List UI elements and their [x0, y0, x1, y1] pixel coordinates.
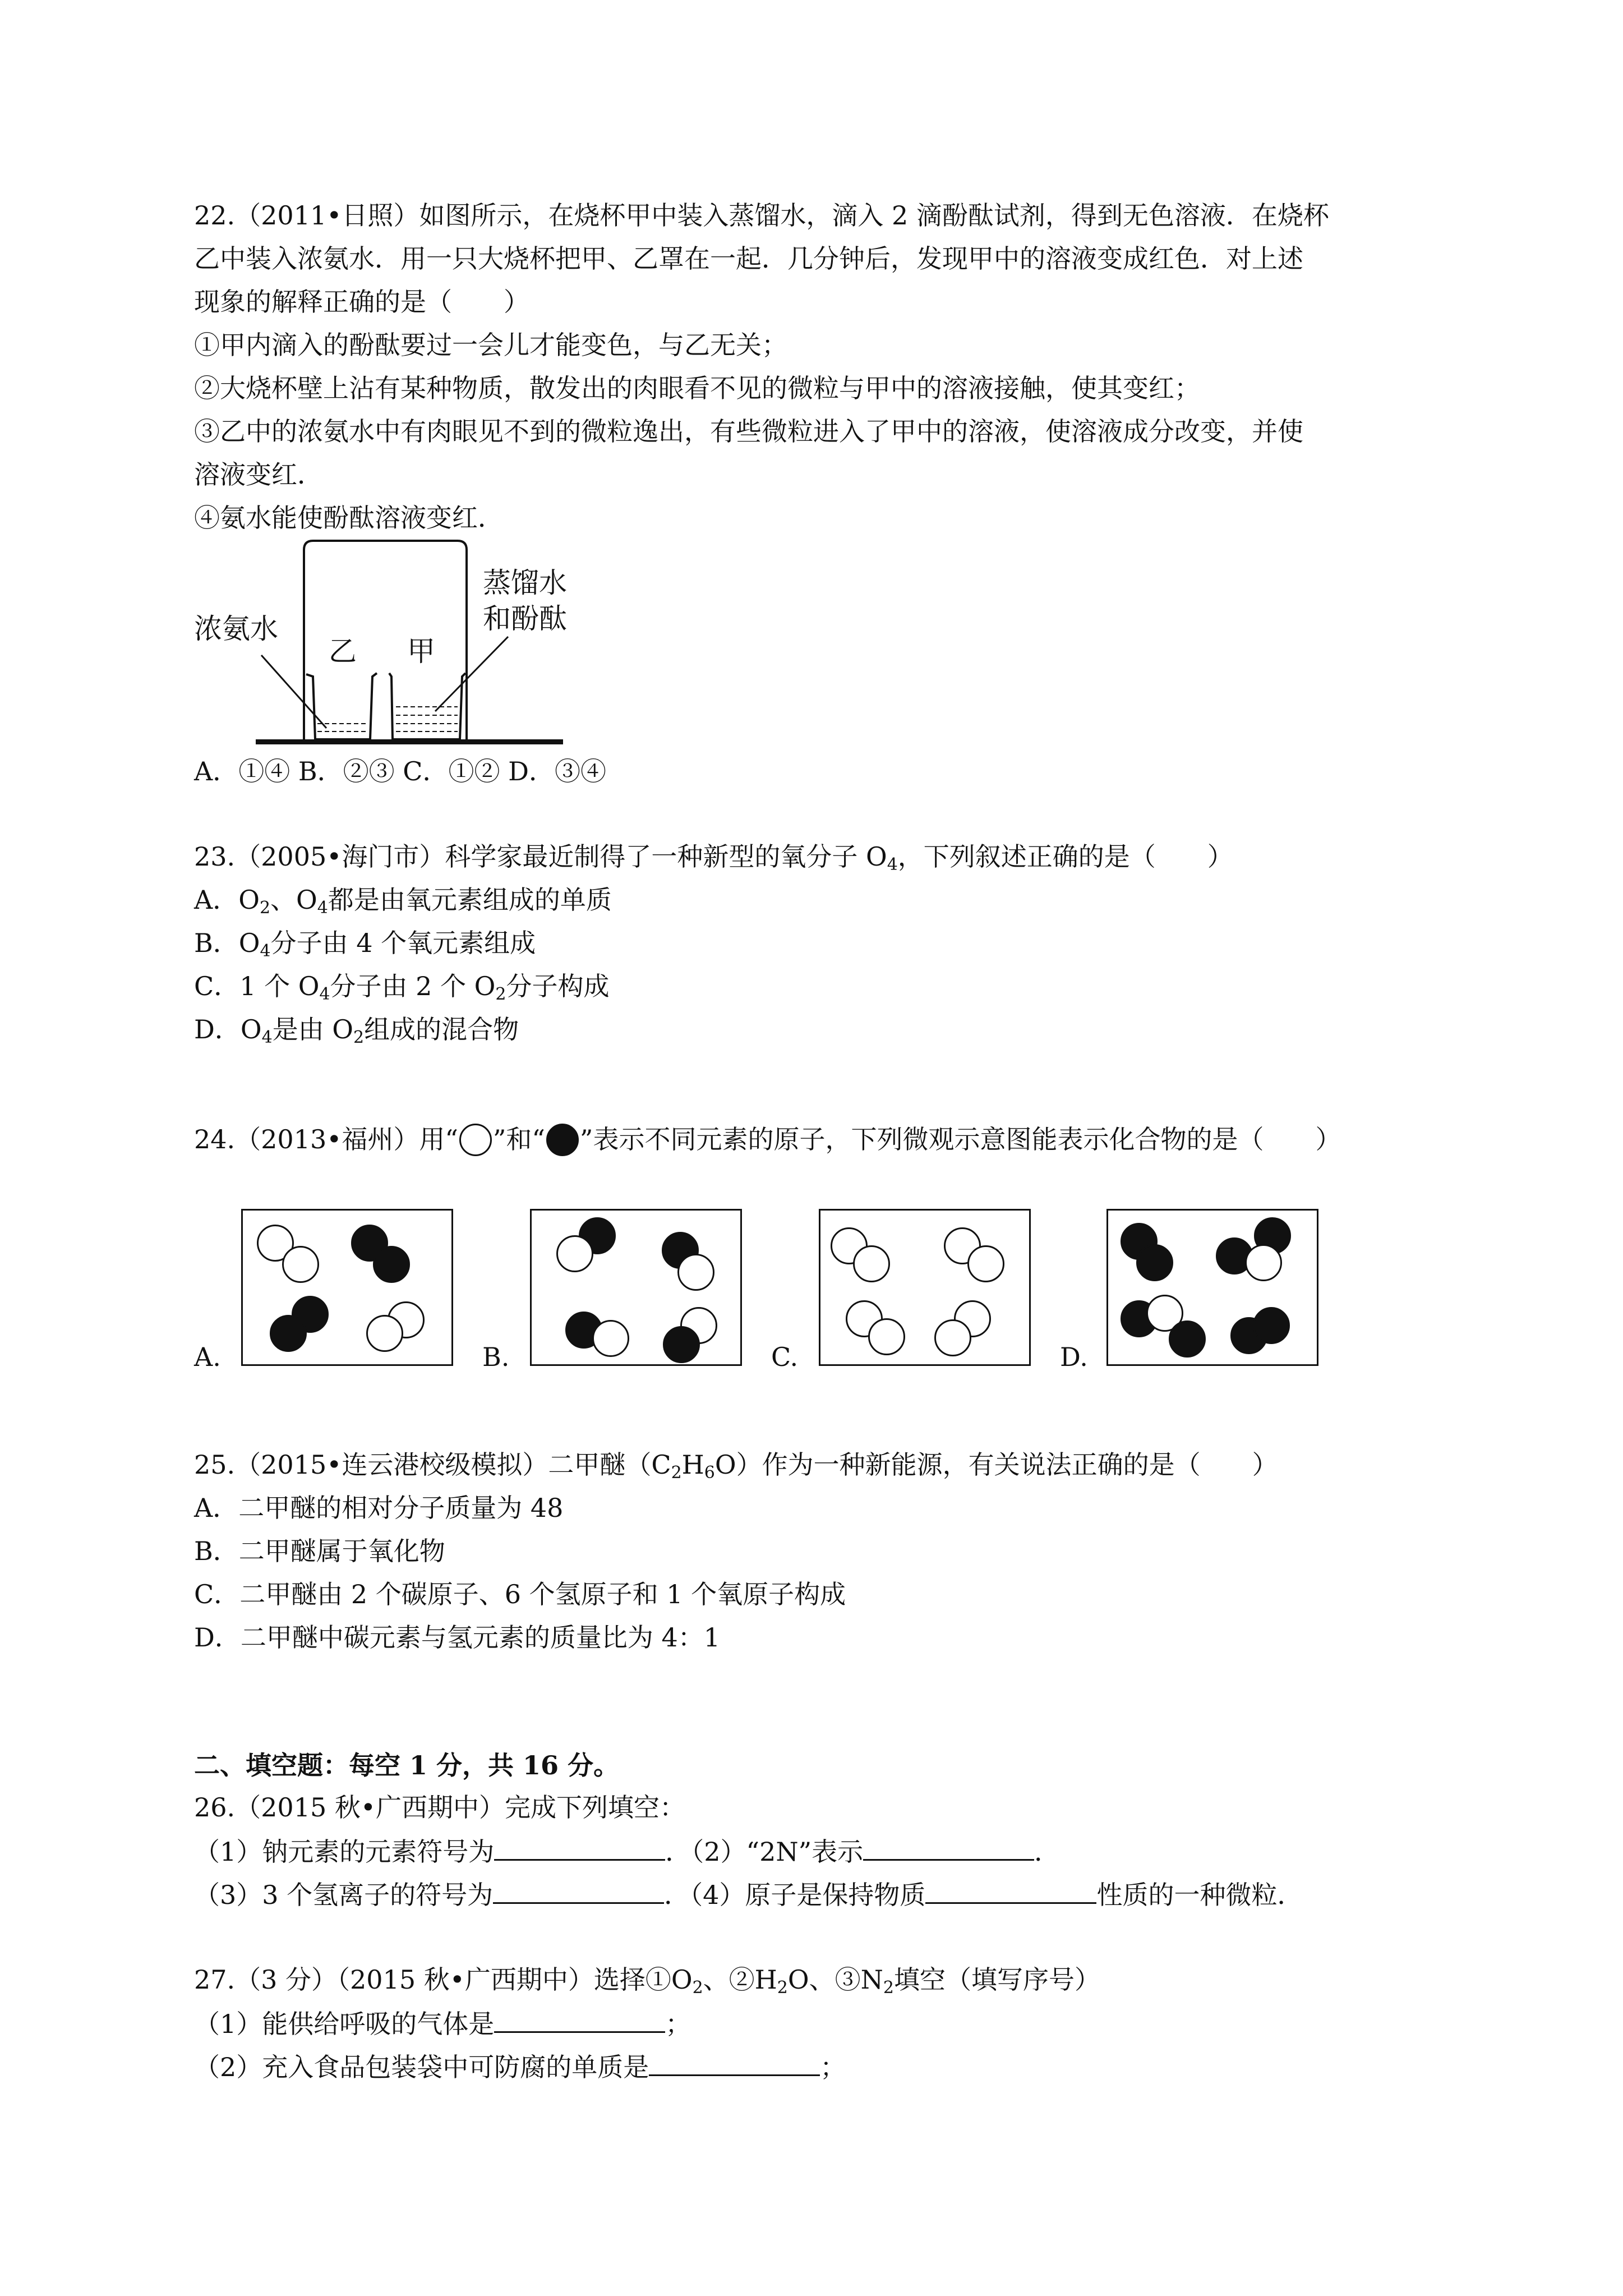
- answer-blank[interactable]: [649, 2050, 820, 2076]
- white-atom: [677, 1254, 714, 1291]
- q24-option-a-label: A.: [194, 1342, 221, 1372]
- white-atom: [967, 1245, 1004, 1282]
- q25-option-d: D．二甲醚中碳元素与氢元素的质量比为 4：1: [194, 1622, 721, 1653]
- q24-option-c-diagram: [819, 1209, 1031, 1366]
- white-atom: [853, 1245, 890, 1282]
- q27-stem: 27.（3 分）（2015 秋•广西期中）选择$①O_2$、$②H_2O$、$③N_2$填空（填写序号）: [194, 1964, 1100, 1998]
- section-2-heading: 二、填空题：每空 1 分，共 16 分。: [194, 1750, 620, 1780]
- q22-statement-2: ②大烧杯壁上沾有某种物质，散发出的肉眼看不见的微粒与甲中的溶液接触，使其变红；: [194, 373, 1200, 403]
- answer-blank[interactable]: [494, 1834, 665, 1861]
- q22-line-2: 乙中装入浓氨水．用一只大烧杯把甲、乙罩在一起．几分钟后，发现甲中的溶液变成红色．对上述: [194, 243, 1303, 274]
- label-distilled-water: 蒸馏水: [483, 567, 567, 599]
- q24-option-b-label: B.: [482, 1342, 510, 1372]
- q24-option-c-label: C.: [771, 1342, 799, 1372]
- black-atom: [270, 1315, 307, 1352]
- black-atom-icon: [546, 1124, 579, 1156]
- q25-stem: 25.（2015•连云港校级模拟）二甲醚$(C_2H_6O)$作为一种新能源，有关说法正确的是（ ）: [194, 1450, 1278, 1483]
- q24-stem: 24.（2013•福州）用“ ”和“ ”表示不同元素的原子，下列微观示意图能表示化合物的是（ ）: [194, 1123, 1341, 1156]
- answer-blank[interactable]: [925, 1878, 1096, 1904]
- q22-line-3: 现象的解释正确的是（ ）: [194, 287, 529, 317]
- q23-option-c: C．1 个 $O_4$分子由 2 个 $O_2$分子构成: [194, 971, 610, 1004]
- black-atom: [663, 1326, 700, 1363]
- q26-parts-3-4: （3）3 个氢离子的符号为 ．（4）原子是保持物质 性质的一种微粒．: [194, 1878, 1303, 1910]
- white-atom: [1245, 1244, 1282, 1281]
- answer-blank[interactable]: [863, 1834, 1034, 1861]
- q23-option-a: A．$O_2$、$O_4$都是由氧元素组成的单质: [194, 885, 612, 918]
- white-atom: [868, 1318, 905, 1355]
- black-atom: [1136, 1244, 1173, 1281]
- q22-options: A．①④ B．②③ C．①② D．③④: [194, 756, 606, 786]
- label-concentrated-ammonia: 浓氨水: [194, 613, 278, 645]
- label-phenolphthalein: 和酚酞: [483, 602, 567, 635]
- q25-option-c: C．二甲醚由 2 个碳原子、6 个氢原子和 1 个氧原子构成: [194, 1579, 846, 1609]
- black-atom: [373, 1246, 410, 1283]
- black-atom: [1253, 1307, 1290, 1344]
- q25-option-b: B．二甲醚属于氧化物: [194, 1536, 445, 1566]
- q24-option-a-diagram: [241, 1209, 453, 1366]
- q24-option-d-diagram: [1106, 1209, 1318, 1366]
- q25-option-a: A．二甲醚的相对分子质量为 48: [194, 1493, 564, 1523]
- q22-statement-3b: 溶液变红．: [194, 459, 323, 490]
- answer-blank[interactable]: [493, 1878, 664, 1904]
- q23-option-d: D．$O_4$是由 $O_2$组成的混合物: [194, 1014, 519, 1047]
- q22-line-1: 22.（2011•日照）如图所示，在烧杯甲中装入蒸馏水，滴入 2 滴酚酞试剂，得到无色溶液．在烧杯: [194, 200, 1329, 231]
- q24-option-d-label: D.: [1060, 1342, 1088, 1372]
- white-atom: [592, 1320, 629, 1357]
- q24-option-b-diagram: [530, 1209, 742, 1366]
- answer-blank[interactable]: [494, 2007, 665, 2033]
- white-atom: [282, 1246, 319, 1283]
- white-atom: [556, 1235, 593, 1272]
- black-atom: [1169, 1320, 1206, 1358]
- q26-stem: 26.（2015 秋•广西期中）完成下列填空：: [194, 1792, 685, 1823]
- label-beaker-yi: 乙: [329, 635, 357, 668]
- q23-stem: 23.（2005•海门市）科学家最近制得了一种新型的氧分子 $O_4$，下列叙述正确的是（ ）: [194, 841, 1233, 875]
- q27-part-1: （1）能供给呼吸的气体是 ；: [194, 2007, 691, 2039]
- white-atom-icon: [459, 1124, 492, 1156]
- white-atom: [366, 1315, 403, 1352]
- q26-parts-1-2: （1）钠元素的元素符号为 ．（2）“2N”表示 ．: [194, 1834, 1060, 1867]
- q22-statement-4: ④氨水能使酚酞溶液变红．: [194, 503, 504, 533]
- label-beaker-jia: 甲: [407, 635, 435, 668]
- q22-statement-1: ①甲内滴入的酚酞要过一会儿才能变色，与乙无关；: [194, 330, 787, 360]
- q27-part-2: （2）充入食品包装袋中可防腐的单质是 ；: [194, 2050, 846, 2082]
- q23-option-b: B．$O_4$分子由 4 个氧元素组成: [194, 928, 536, 961]
- q22-statement-3a: ③乙中的浓氨水中有肉眼见不到的微粒逸出，有些微粒进入了甲中的溶液，使溶液成分改变，并使: [194, 416, 1303, 447]
- q22-beaker-figure: [194, 533, 587, 746]
- white-atom: [934, 1319, 971, 1356]
